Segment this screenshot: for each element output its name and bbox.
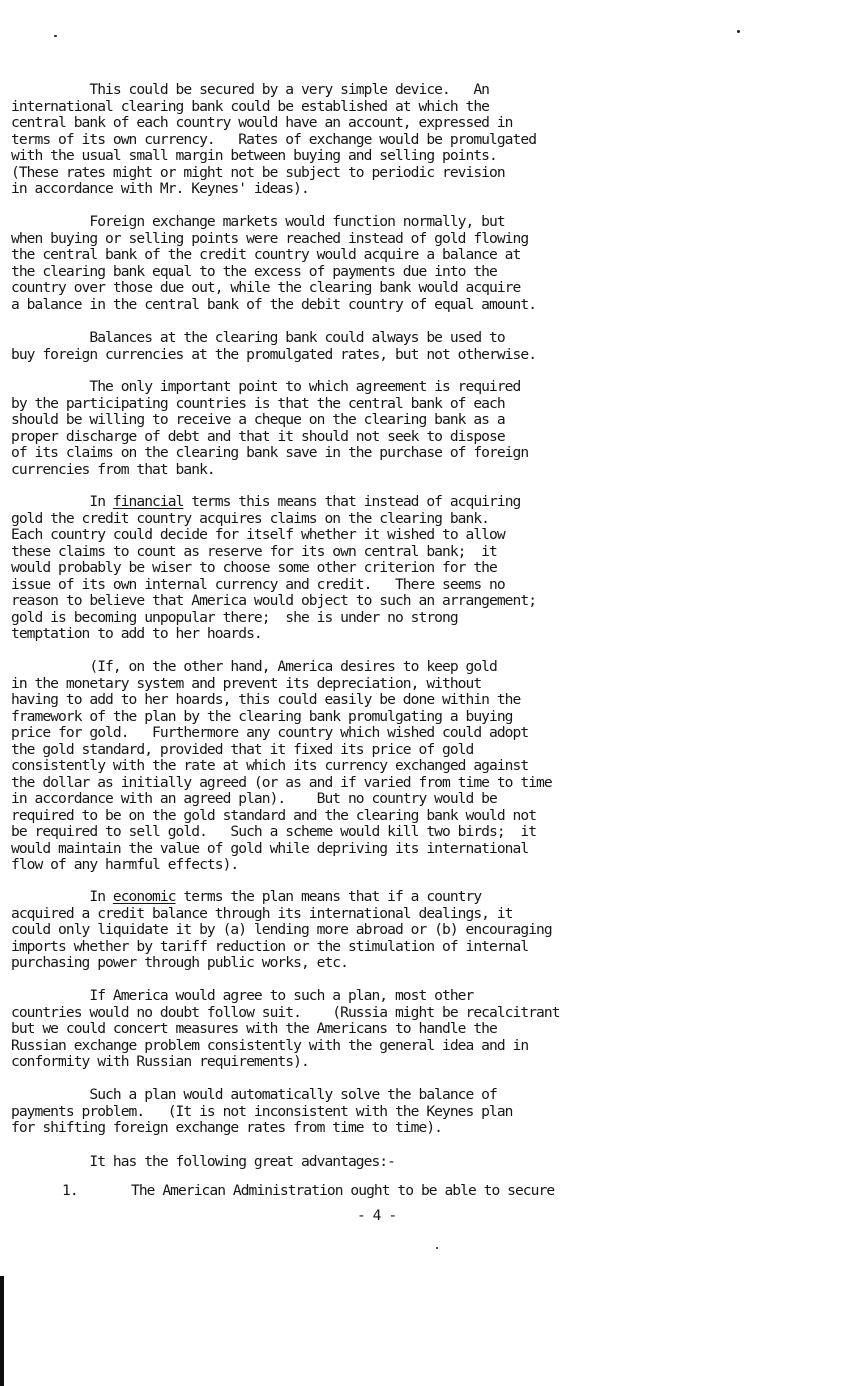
text-line: acquired a credit balance through its international dealings, it bbox=[11, 904, 513, 922]
text-segment: terms the plan means that if a country bbox=[175, 888, 482, 905]
text-line: imports whether by tariff reduction or the stimulation of internal bbox=[11, 937, 529, 955]
paragraph-america-agreement bbox=[11, 988, 560, 1071]
text-segment: terms this means that instead of acquiring bbox=[183, 493, 521, 510]
text-line bbox=[11, 494, 536, 511]
text-segment: In bbox=[11, 493, 113, 510]
text-line: these claims to count as reserve for its own central bank; it bbox=[11, 542, 497, 560]
text-segment: In bbox=[11, 888, 113, 905]
text-line: when buying or selling points were reached instead of gold flowing bbox=[11, 229, 529, 247]
paragraph-balance-of-payments bbox=[11, 1087, 513, 1137]
text-line: temptation to add to her hoards. bbox=[11, 625, 262, 642]
underlined-word: financial bbox=[112, 493, 184, 510]
text-line: in accordance with Mr. Keynes' ideas). bbox=[11, 180, 309, 197]
text-line: Such a plan would automatically solve the balance of bbox=[11, 1086, 497, 1103]
text-line: flow of any harmful effects). bbox=[11, 856, 239, 873]
text-line: international clearing bank could be established at which the bbox=[11, 97, 490, 115]
paragraph-clearing-bank-device bbox=[11, 82, 536, 198]
text-line bbox=[11, 889, 552, 906]
text-line: central bank of each country would have an account, expressed in bbox=[11, 114, 513, 131]
scan-speck bbox=[54, 35, 57, 37]
text-line: be required to sell gold. Such a scheme would kill two birds; it bbox=[11, 823, 537, 840]
text-line: of its claims on the clearing bank save in the purchase of foreign bbox=[11, 444, 529, 461]
text-line: the gold standard, provided that it fixed its price of gold bbox=[11, 740, 474, 758]
underlined-word: economic bbox=[112, 888, 176, 905]
text-line: for shifting foreign exchange rates from time to time). bbox=[11, 1119, 442, 1136]
text-line: gold is becoming unpopular there; she is under no strong bbox=[11, 608, 458, 626]
list-item-text: The American Administration ought to be able to secure bbox=[131, 1182, 555, 1199]
paragraph-financial-terms bbox=[11, 494, 536, 643]
text-line: (If, on the other hand, America desires to keep gold bbox=[11, 658, 497, 675]
paragraph-gold-monetary-system bbox=[11, 659, 552, 874]
paragraph-economic-terms bbox=[11, 889, 552, 972]
text-line: country over those due out, while the clearing bank would acquire bbox=[11, 279, 521, 296]
text-line: but we could concert measures with the Americans to handle the bbox=[11, 1020, 497, 1037]
text-line: issue of its own internal currency and credit. There seems no bbox=[11, 575, 505, 593]
text-line: Each country could decide for itself whether it wished to allow bbox=[11, 526, 505, 543]
paragraph-foreign-exchange-markets bbox=[11, 214, 536, 313]
text-line: Russian exchange problem consistently with the general idea and in bbox=[11, 1036, 529, 1054]
text-line: (These rates might or might not be subject to periodic revision bbox=[11, 163, 505, 181]
paragraph-agreement-required bbox=[11, 379, 528, 478]
text-line: could only liquidate it by (a) lending more abroad or (b) encouraging bbox=[11, 921, 552, 938]
paragraph-advantages bbox=[11, 1154, 395, 1171]
text-line: having to add to her hoards, this could easily be done within the bbox=[11, 691, 521, 708]
text-line: If America would agree to such a plan, most other bbox=[11, 987, 474, 1004]
text-line: This could be secured by a very simple device. An bbox=[11, 81, 490, 98]
text-line: payments problem. (It is not inconsistent with the Keynes plan bbox=[11, 1102, 513, 1120]
text-line: in accordance with an agreed plan). But no country would be bbox=[11, 790, 497, 807]
text-line: the clearing bank equal to the excess of payments due into the bbox=[11, 262, 497, 280]
text-line: reason to believe that America would object to such an arrangement; bbox=[11, 592, 537, 609]
text-line: proper discharge of debt and that it should not seek to dispose bbox=[11, 427, 505, 445]
text-line: with the usual small margin between buying and selling points. bbox=[11, 147, 497, 164]
text-line: gold the credit country acquires claims on the clearing bank. bbox=[11, 509, 490, 527]
text-line: price for gold. Furthermore any country which wished could adopt bbox=[11, 724, 529, 741]
text-line: It has the following great advantages:- bbox=[11, 1153, 395, 1170]
text-line: purchasing power through public works, etc. bbox=[11, 954, 348, 971]
scan-speck bbox=[737, 30, 740, 33]
text-line: required to be on the gold standard and the clearing bank would not bbox=[11, 806, 537, 824]
text-line: a balance in the central bank of the debit country of equal amount. bbox=[11, 295, 537, 313]
text-line: the central bank of the credit country would acquire a balance at bbox=[11, 246, 521, 263]
text-line: framework of the plan by the clearing bank promulgating a buying bbox=[11, 707, 513, 725]
text-line: currencies from that bank. bbox=[11, 460, 215, 478]
page-number: - 4 - bbox=[357, 1207, 397, 1224]
text-line: would probably be wiser to choose some other criterion for the bbox=[11, 559, 497, 576]
scan-margin-bar bbox=[0, 1276, 4, 1386]
text-line: by the participating countries is that the central bank of each bbox=[11, 394, 505, 412]
text-line: conformity with Russian requirements). bbox=[11, 1053, 309, 1070]
text-line: terms of its own currency. Rates of exchange would be promulgated bbox=[11, 130, 537, 148]
text-line: consistently with the rate at which its currency exchanged against bbox=[11, 757, 529, 774]
text-line: should be willing to receive a cheque on the clearing bank as a bbox=[11, 411, 505, 428]
paragraph-balances bbox=[11, 330, 536, 363]
text-line: would maintain the value of gold while depriving its international bbox=[11, 839, 529, 857]
text-line: in the monetary system and prevent its depreciation, without bbox=[11, 674, 482, 692]
text-line: Foreign exchange markets would function normally, but bbox=[11, 213, 505, 230]
text-line: the dollar as initially agreed (or as and if varied from time to time bbox=[11, 773, 552, 791]
text-line: The only important point to which agreement is required bbox=[11, 378, 521, 395]
scan-speck bbox=[436, 1247, 438, 1249]
text-line: countries would no doubt follow suit. (Russia might be recalcitrant bbox=[11, 1003, 560, 1021]
text-line: Balances at the clearing bank could always be used to bbox=[11, 329, 505, 346]
list-item-number: 1. bbox=[62, 1182, 78, 1199]
text-line: buy foreign currencies at the promulgated rates, but not otherwise. bbox=[11, 345, 537, 363]
